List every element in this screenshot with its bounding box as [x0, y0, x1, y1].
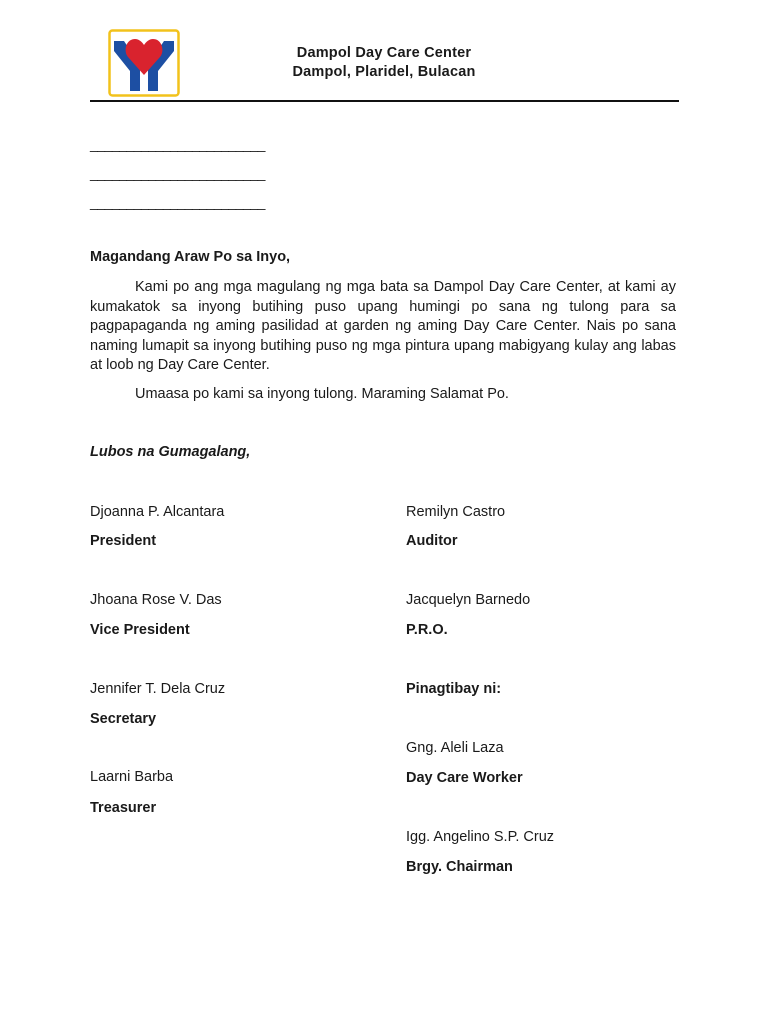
recipient-line-3: ________________________	[90, 194, 265, 210]
signatory-name: Jennifer T. Dela Cruz	[90, 681, 226, 697]
body-paragraph-2: Umaasa po kami sa inyong tulong. Maraming Salamat Po.	[135, 386, 509, 402]
approver-name: Igg. Angelino S.P. Cruz	[406, 829, 555, 845]
approver-role: Day Care Worker	[406, 770, 523, 786]
signatory-name: Jacquelyn Barnedo	[406, 592, 531, 608]
body-paragraph-1: Kami po ang mga magulang ng mga bata sa Dampol Day Care Center, at kami ay kumakatok sa inyong butihing puso upang humingi po sana ng tulong para sa pagpapaganda ng aming pasilidad at garden ng aming Day Care Center. Nais po sana naming lumapit sa inyong butihing puso ng mga pintura upang mabigyang kulay ang labas at loob ng Day Care Center.	[90, 279, 676, 373]
approved-by-label: Pinagtibay ni:	[406, 681, 502, 697]
signatory-name: Laarni Barba	[90, 769, 174, 785]
header-divider	[90, 100, 679, 102]
recipient-line-1: ________________________	[90, 136, 265, 152]
recipient-line-2: ________________________	[90, 165, 265, 181]
org-name: Dampol Day Care Center	[296, 45, 472, 61]
signatory-role: P.R.O.	[406, 622, 448, 638]
signatory-role: Secretary	[90, 711, 157, 727]
signatory-role: Auditor	[406, 533, 458, 549]
signatory-name: Remilyn Castro	[406, 504, 506, 520]
signatory-role: President	[90, 533, 157, 549]
org-address: Dampol, Plaridel, Bulacan	[292, 64, 476, 80]
signatory-name: Djoanna P. Alcantara	[90, 504, 225, 520]
signatory-role: Treasurer	[90, 800, 157, 816]
greeting: Magandang Araw Po sa Inyo,	[90, 249, 291, 265]
closing: Lubos na Gumagalang,	[90, 444, 251, 460]
approver-name: Gng. Aleli Laza	[406, 740, 504, 756]
signatory-role: Vice President	[90, 622, 190, 638]
dswd-logo-icon	[108, 29, 180, 97]
approver-role: Brgy. Chairman	[406, 859, 513, 875]
signatory-name: Jhoana Rose V. Das	[90, 592, 222, 608]
